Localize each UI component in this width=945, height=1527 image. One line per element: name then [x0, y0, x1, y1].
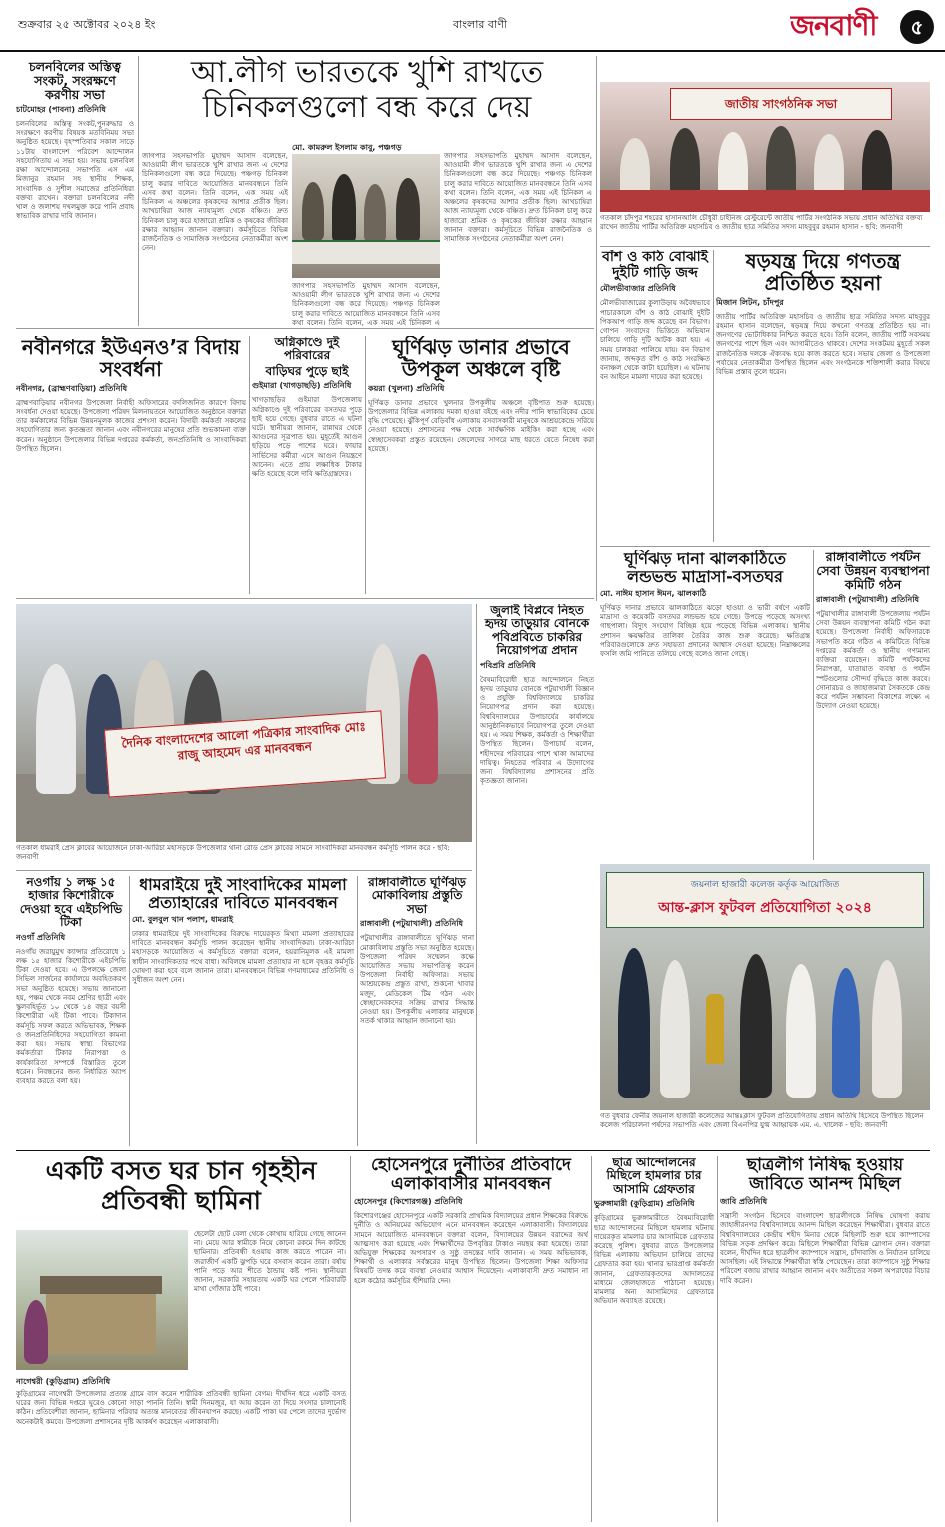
article-dhamrai: [132, 876, 354, 1146]
byline: কয়রা (খুলনা) প্রতিনিধি: [368, 383, 445, 393]
section-name: বাংলার বাণী: [452, 18, 508, 31]
guest-figure: [740, 954, 772, 1098]
article-chalan: [16, 60, 134, 320]
article-body: ঘূর্ণিঝড় ডানার প্রভাবে খুলনার উপকূলীয় অঞ্চলে বৃষ্টিপাত শুরু হয়েছে। উপজেলার বিভিন্ন এলাকায় দমকা হাওয়া বইছে এবং নদীর পানি স্বাভাবিকের চেয়ে বৃদ্ধি পেয়েছে। ঝুঁকিপূর্ণ বেড়িবাঁধ এলাকায় বসবাসকারী মানুষকে আশ্রয়কেন্দ্রে সরিয়ে নেওয়া হয়েছে। প্রশাসনের পক্ষ থেকে সার্বক্ষণিক মাইকিং করা হচ্ছে এবং স্বেচ্ছাসেবকরা প্রস্তুত রয়েছেন। জেলেদের সাগরে মাছ ধরতে যেতে নিষেধ করা হয়েছে।: [368, 398, 594, 453]
crowd-figure: [364, 184, 386, 244]
meeting-photo: [600, 82, 930, 212]
byline: হোসেনপুর (কিশোরগঞ্জ) প্রতিনিধি: [354, 1197, 463, 1207]
article-body-continued: জাগপার সহসভাপতি মুহাম্মদ আসাদ বলেছেন, আওয়ামী লীগ ভারতকে খুশি রাখার জন্য এ দেশের চিনিকলগুলো বন্ধ করে দিয়েছে। পঞ্চগড় চিনিকল চালু করার দাবিতে আয়োজিত মানববন্ধনে তিনি এসব কথা বলেন। তিনি বলেন, এক সময় এই চিনিকল এ: [292, 282, 440, 326]
byline: মো. কামরুল ইসলাম কাবু, পঞ্চগড়: [292, 143, 402, 152]
column-rule: [357, 876, 358, 1146]
column-rule: [476, 604, 477, 1144]
hut-photo: [16, 1230, 188, 1370]
section-rule: [16, 328, 594, 329]
photo-caption: গত বুধবার ফেনীর জয়নাল হাজারী কলেজের আন্তঃক্লাস ফুটবল প্রতিযোগিতায় প্রধান অতিথি হিসেবে উপস্থিত ছিলেন কলেজ পরিচালনা পর্ষদের সভাপতি এবং জেলা বিএনপির যুগ্ম আহ্বায়ক এম. এ. খালেক - ছবি: জনবাণী: [600, 1112, 924, 1130]
crowd-figure: [332, 174, 356, 244]
column-rule: [713, 250, 714, 542]
headline: বাঁশ ও কাঠ বোঝাই দুইটি গাড়ি জব্দ: [602, 250, 708, 281]
byline: নবীনগর, (ব্রাহ্মণবাড়িয়া) প্রতিনিধি: [16, 383, 128, 393]
guest-figure: [618, 948, 650, 1098]
logo-text: জনবাণী: [790, 9, 877, 42]
headline: জুলাই বিপ্লবে নিহত হৃদয় তাড়ুয়ার বোনকে পবিপ্রবিতে চাকরির নিয়োগপত্র প্রদান: [484, 604, 590, 658]
player-figure: [832, 968, 860, 1098]
section-rule: [16, 598, 594, 599]
section-rule: [16, 1150, 930, 1151]
article-jabi: [720, 1156, 930, 1522]
headline: ছাত্রলীগ নিষিদ্ধ হওয়ায় জাবিতে আনন্দ মিছিল: [746, 1156, 904, 1195]
event-banner: [606, 872, 924, 928]
byline: নওগাঁ প্রতিনিধি: [16, 932, 66, 942]
byline: রাঙ্গাবালী (পটুয়াখালী) প্রতিনিধি: [360, 919, 463, 929]
article-rangabali-cyclone: [360, 876, 474, 1146]
column-rule: [365, 336, 366, 594]
stage-banner-text: জাতীয় সাংগঠনিক সভা: [724, 97, 838, 111]
article-body: ব্রাহ্মণবাড়িয়ার নবীনগর উপজেলা নির্বাহী অফিসারের বদলিজনিত কারণে বিদায় সংবর্ধনা দেওয়া হয়েছে। উপজেলা পরিষদ মিলনায়তনে আয়োজিত অনুষ্ঠানে বক্তারা তার কর্মকালের বিভিন্ন উন্নয়নমূলক কাজের প্রশংসা করেন। বিদায়ী কর্মকর্তা সকলের সহযোগিতার জন্য কৃতজ্ঞতা জানান এবং নবীনগরের মানুষের প্রতি শুভকামনা ব্যক্ত করেন। অনুষ্ঠানে উপজেলার বিভিন্ন দপ্তরের কর্মকর্তা, জনপ্রতিনিধি ও সাংবাদিকরা উপস্থিত ছিলেন।: [16, 398, 246, 453]
headline: ঘূর্ণিঝড় দানা ঝালকাঠিতে লন্ডভন্ড মাদ্রাসা-বসতঘর: [623, 550, 787, 586]
article-body: পটুয়াখালীর রাঙ্গাবালীতে ঘূর্ণিঝড় দানা মোকাবিলায় প্রস্তুতি সভা অনুষ্ঠিত হয়েছে। উপজেলা পরিষদ সম্মেলন কক্ষে আয়োজিত সভায় সভাপতিত্ব করেন উপজেলা নির্বাহী অফিসার। সভায় আশ্রয়কেন্দ্র প্রস্তুত রাখা, শুকনো খাবার মজুদ, মেডিকেল টিম গঠন এবং স্বেচ্ছাসেবকদের সক্রিয় রাখার সিদ্ধান্ত নেওয়া হয়। উপকূলীয় এলাকার মানুষকে সতর্ক থাকার আহ্বান জানানো হয়।: [360, 934, 474, 1026]
section-rule: [16, 870, 472, 871]
page-number: ৫: [910, 15, 924, 39]
byline: পবিপ্রবি প্রতিনিধি: [480, 660, 536, 670]
guest-figure: [786, 964, 816, 1098]
article-body: পটুয়াখালীর রাঙ্গাবালী উপজেলায় পর্যটন সেবা উন্নয়ন ব্যবস্থাপনা কমিটি গঠন করা হয়েছে। উপজেলা নির্বাহী অফিসারকে সভাপতি করে গঠিত এ কমিটিতে বিভিন্ন দপ্তরের কর্মকর্তা ও স্থানীয় গণ্যমান্য ব্যক্তিরা রয়েছেন। কমিটি পর্যটকদের নিরাপত্তা, যাতায়াত ব্যবস্থা ও পর্যটন স্পটগুলোর সৌন্দর্য বৃদ্ধিতে কাজ করবে। সোনারচর ও জাহাজমারা সৈকতকে কেন্দ্র করে পর্যটন সম্ভাবনা বিকাশের লক্ষ্যে এ উদ্যোগ নেওয়া হয়েছে।: [816, 610, 930, 711]
article-body: খাগড়াছড়ির গুইমারা উপজেলায় অগ্নিকাণ্ডে দুই পরিবারের বসতঘর পুড়ে ছাই হয়ে গেছে। বুধবার রাতে এ ঘটনা ঘটে। স্থানীয়রা জানান, রান্নাঘর থেকে আগুনের সূত্রপাত হয়। মুহূর্তেই আগুন ছড়িয়ে পড়ে পাশের ঘরে। ফায়ার সার্ভিসের কর্মীরা এসে আগুন নিয়ন্ত্রণে আনেন। এতে প্রায় লক্ষাধিক টাকার ক্ষতি হয়েছে বলে দাবি ক্ষতিগ্রস্তদের।: [252, 396, 362, 479]
woman-figure: [24, 1300, 48, 1364]
headline: একটি বসত ঘর চান গৃহহীন প্রতিবন্ধী ছামিনা: [45, 1156, 317, 1215]
article-body: কুড়িগ্রামের ভুরুঙ্গামারীতে বৈষম্যবিরোধী ছাত্র আন্দোলনের মিছিলে হামলার ঘটনায় দায়েরকৃত মামলার চার আসামিকে গ্রেফতার করেছে পুলিশ। বুধবার রাতে উপজেলার বিভিন্ন এলাকায় অভিযান চালিয়ে তাদের গ্রেফতার করা হয়। থানার ভারপ্রাপ্ত কর্মকর্তা জানান, গ্রেফতারকৃতদের আদালতের মাধ্যমে জেলহাজতে পাঠানো হয়েছে। মামলার অন্য আসামিদের গ্রেফতারে অভিযান অব্যাহত রয়েছে।: [594, 1214, 714, 1306]
byline: জাবি প্রতিনিধি: [720, 1197, 768, 1207]
article-body-right: জাগপার সহসভাপতি মুহাম্মদ আসাদ বলেছেন, আওয়ামী লীগ ভারতকে খুশি রাখার জন্য এ দেশের চিনিকলগুলো বন্ধ করে দিয়েছে। পঞ্চগড় চিনিকল চালু করার দাবিতে আয়োজিত মানববন্ধনে তিনি এসব কথা বলেন। তিনি বলেন, এক সময় এই চিনিকল এ অঞ্চলের কৃষকদের আশার প্রতীক ছিল। আখচাষিরা আজ ন্যায্যমূল্য থেকে বঞ্চিত। দ্রুত চিনিকল চালু করে হাজারো শ্রমিক ও কৃষকের জীবিকা রক্ষার আহ্বান জানান বক্তারা। কর্মসূচিতে বিভিন্ন রাজনৈতিক ও সামাজিক সংগঠনের নেতাকর্মীরা অংশ নেন।: [444, 152, 592, 244]
trophy: [706, 994, 724, 1064]
article-farewell: [16, 336, 246, 594]
headline: ধামরাইয়ে দুই সাংবাদিকের মামলা প্রত্যাহারের দাবিতে মানববন্ধন: [139, 876, 347, 912]
page-number-badge: [900, 10, 934, 44]
column-rule: [129, 876, 130, 1146]
headline: ছাত্র আন্দোলনের মিছিলে হামলার চার আসামি গ্রেফতার: [606, 1156, 702, 1196]
article-fire: [252, 336, 362, 594]
headline: চলনবিলের অস্তিত্ব সংকট, সংরক্ষণে করণীয় সভা: [29, 60, 121, 102]
headline-bottom: বাড়িঘর পুড়ে ছাই: [265, 363, 349, 378]
participant-figure: [36, 664, 76, 794]
masthead-rule: [0, 50, 945, 52]
hut-roof: [40, 1276, 162, 1294]
stage-banner: [670, 88, 892, 120]
byline: মৌলভীবাজার প্রতিনিধি: [600, 284, 676, 294]
byline: মিজান লিটন, চাঁদপুর: [716, 297, 784, 307]
crowd-figure: [302, 182, 324, 242]
article-cyclone-coast: [368, 336, 594, 594]
byline: মো. বুলবুল খান পলাশ, ধামরাই: [132, 914, 233, 924]
article-body: বৈষম্যবিরোধী ছাত্র আন্দোলনে নিহত হৃদয় তাড়ুয়ার বোনকে পটুয়াখালী বিজ্ঞান ও প্রযুক্তি বিশ্ববিদ্যালয়ে চাকরির নিয়োগপত্র প্রদান করা হয়েছে। বিশ্ববিদ্যালয়ের উপাচার্যের কার্যালয়ে আনুষ্ঠানিকভাবে নিয়োগপত্র তুলে দেওয়া হয়। এ সময় শিক্ষক, কর্মকর্তা ও শিক্ষার্থীরা উপস্থিত ছিলেন। উপাচার্য বলেন, শহীদদের পরিবারের পাশে থাকা আমাদের দায়িত্ব। নিহতের পরিবার এ উদ্যোগের জন্য বিশ্ববিদ্যালয় প্রশাসনের প্রতি কৃতজ্ঞতা জানান।: [480, 675, 594, 786]
human-chain-banner-text: দৈনিক বাংলাদেশের আলো পত্রিকার সাংবাদিক মোঃ রাজু আহমেদ এর মানববন্ধন: [121, 719, 367, 763]
article-body: ঢাকার ধামরাইয়ে দুই সাংবাদিকের বিরুদ্ধে দায়েরকৃত মিথ্যা মামলা প্রত্যাহারের দাবিতে মানববন্ধন কর্মসূচি পালন করেছেন স্থানীয় সাংবাদিকরা। ঢাকা-আরিচা মহাসড়কে আয়োজিত এ কর্মসূচিতে বক্তারা বলেন, হয়রানিমূলক এই মামলা স্বাধীন সাংবাদিকতার পথে বাধা। অবিলম্বে মামলা প্রত্যাহার না হলে বৃহত্তর কর্মসূচি ঘোষণা করা হবে বলে জানান তারা। মানববন্ধনে বিভিন্ন গণমাধ্যমের প্রতিনিধি ও সুধীজন অংশ নেন।: [132, 929, 354, 984]
column-rule: [138, 56, 139, 326]
article-conspiracy: [716, 250, 930, 542]
headline-top: অগ্নিকাণ্ডে দুই পরিবারের: [274, 336, 340, 363]
article-body: ঘূর্ণিঝড় দানার প্রভাবে ঝালকাঠিতে ঝড়ো হাওয়া ও ভারী বর্ষণে একটি মাদ্রাসা ও কয়েকটি বসতঘর লন্ডভন্ড হয়ে গেছে। উপড়ে পড়েছে অসংখ্য গাছপালা। বিদ্যুৎ সংযোগ বিচ্ছিন্ন হয়ে পড়েছে বিভিন্ন এলাকায়। স্থানীয় প্রশাসন ক্ষয়ক্ষতির তালিকা তৈরির কাজ শুরু করেছে। ক্ষতিগ্রস্ত পরিবারগুলোকে দ্রুত সহায়তা প্রদানের আশ্বাস দেওয়া হয়েছে। নিম্নাঞ্চলের ফসলি জমি পানিতে তলিয়ে গেছে বলেও জানা গেছে।: [600, 603, 810, 658]
byline: মো. নাঈম হাসান ঈমন, ঝালকাঠি: [600, 588, 707, 598]
article-body: জাগপার সহসভাপতি মুহাম্মদ আসাদ বলেছেন, আওয়ামী লীগ ভারতকে খুশি রাখার জন্য এ দেশের চিনিকলগুলো বন্ধ করে দিয়েছে। পঞ্চগড় চিনিকল চালু করার দাবিতে আয়োজিত মানববন্ধনে তিনি এসব কথা বলেন। তিনি বলেন, এক সময় এই চিনিকল এ অঞ্চলের কৃষকদের আশার প্রতীক ছিল। আখচাষিরা আজ ন্যায্যমূল্য থেকে বঞ্চিত। দ্রুত চিনিকল চালু করে হাজারো শ্রমিক ও কৃষকের জীবিকা রক্ষার আহ্বান জানান বক্তারা। কর্মসূচিতে বিভিন্ন রাজনৈতিক ও সামাজিক সংগঠনের নেতাকর্মীরা অংশ নেন।: [142, 152, 288, 253]
article-bamboo: [600, 250, 710, 542]
headline: রাঙ্গাবালীতে পর্যটন সেবা উন্নয়ন ব্যবস্থাপনা কমিটি গঠন: [816, 550, 930, 592]
crowd-figure: [396, 178, 420, 244]
article-july: [480, 604, 594, 1144]
headline: নবীনগরে ইউএনও’র বিদায় সংবর্ধনা: [21, 336, 241, 382]
byline: নাগেশ্বরী (কুড়িগ্রাম) প্রতিনিধি: [16, 1377, 111, 1386]
masthead: [0, 0, 945, 52]
article-hpv: [16, 876, 126, 1146]
section-rule: [600, 546, 930, 547]
stage-table: [600, 190, 930, 212]
main-headline: আ.লীগ ভারতকে খুশি রাখতে চিনিকলগুলো বন্ধ করে দেয়: [190, 56, 544, 125]
human-chain-photo: [16, 604, 472, 842]
byline: চাটমোহর (পাবনা) প্রতিনিধি: [16, 105, 106, 114]
column-rule: [249, 336, 250, 594]
article-body: কিশোরগঞ্জের হোসেনপুরে একটি সরকারি প্রাথমিক বিদ্যালয়ের প্রধান শিক্ষকের বিরুদ্ধে দুর্নীতি ও অনিয়মের অভিযোগ এনে মানববন্ধন করেছেন এলাকাবাসী। বিদ্যালয়ের সামনে আয়োজিত মানববন্ধনে বক্তারা বলেন, বিদ্যালয়ের উন্নয়ন বরাদ্দের অর্থ আত্মসাৎ করা হয়েছে এবং শিক্ষার্থীদের উপবৃত্তির টাকাও নয়ছয় করা হয়েছে। তারা অভিযুক্ত শিক্ষকের অপসারণ ও সুষ্ঠু তদন্তের দাবি জানান। এ সময় অভিভাবক, শিক্ষার্থী ও এলাকার সর্বস্তরের মানুষ উপস্থিত ছিলেন। উপজেলা শিক্ষা অফিসার বিষয়টি তদন্ত করে ব্যবস্থা নেওয়ার আশ্বাস দিয়েছেন। এলাকাবাসী দ্রুত সমাধান না হলে কঠোর কর্মসূচির হুঁশিয়ারি দেন।: [354, 1212, 588, 1285]
headline: রাঙ্গাবালীতে ঘূর্ণিঝড় মোকাবিলায় প্রস্তুতি সভা: [368, 876, 466, 916]
photo-caption: গতকাল চাঁদপুর শহরের হাসানআলি চৌধুরী চাইনিজ রেস্টুরেন্টে জাতীয় পার্টির সংগঠনিক সভায় প্রধান অতিথির বক্তব্য রাখেন জাতীয় পার্টির অতিরিক্ত মহাসচিব ও জাতীয় ছাত্র সমিতির সদস্য মাহবুবুর রহমান হাসান - ছবি: জনবাণী: [600, 214, 923, 232]
column-rule: [591, 1156, 592, 1522]
byline: ভুরুঙ্গামারী (কুড়িগ্রাম) প্রতিনিধি: [594, 1199, 695, 1209]
protest-banner: [292, 240, 440, 264]
article-body: জাতীয় পার্টির অতিরিক্ত মহাসচিব ও জাতীয় ছাত্র সমিতির সদস্য মাহবুবুর রহমান হাসান বলেছেন, ষড়যন্ত্র দিয়ে কখনো গণতন্ত্র প্রতিষ্ঠিত হয় না। জনগণের ভোটাধিকার নিশ্চিত করতে হবে। তিনি বলেন, জাতীয় পার্টি সবসময় জনগণের পাশে ছিল এবং আগামীতেও থাকবে। দেশের সংকটময় মুহূর্তে সকল রাজনৈতিক দলকে ঐক্যবদ্ধ হয়ে কাজ করতে হবে। সভায় জেলা ও উপজেলা পর্যায়ের নেতাকর্মীরা উপস্থিত ছিলেন এবং সংগঠনকে শক্তিশালী করার বিষয়ে বিভিন্ন প্রস্তাব তুলে ধরেন।: [716, 312, 930, 377]
article-body: নওগাঁয় জরায়ুমুখ ক্যান্সার প্রতিরোধে ১ লক্ষ ১৫ হাজার কিশোরীকে এইচপিভি টিকা দেওয়া হবে। এ উপলক্ষে জেলা সিভিল সার্জনের কার্যালয়ে অবহিতকরণ সভা অনুষ্ঠিত হয়েছে। সভায় জানানো হয়, পঞ্চম থেকে নবম শ্রেণির ছাত্রী এবং স্কুলবহির্ভূত ১০ থেকে ১৪ বছর বয়সী কিশোরীরা এই টিকা পাবে। টিকাদান কর্মসূচি সফল করতে অভিভাবক, শিক্ষক ও জনপ্রতিনিধিদের সহযোগিতা কামনা করা হয়। সভায় স্বাস্থ্য বিভাগের কর্মকর্তারা টিকার নিরাপত্তা ও কার্যকারিতা সম্পর্কে বিস্তারিত তুলে ধরেন। নিবন্ধনের জন্য নির্ধারিত অ্যাপ ব্যবহার করতে বলা হয়।: [16, 947, 126, 1086]
article-hossenpur: [354, 1156, 588, 1522]
headline: ষড়যন্ত্র দিয়ে গণতন্ত্র প্রতিষ্ঠিত হয়না: [745, 250, 901, 296]
byline: রাঙ্গাবালী (পটুয়াখালী) প্রতিনিধি: [816, 595, 919, 604]
event-banner-top: জয়নাল হাজারী কলেজ কর্তৃক আয়োজিত: [690, 880, 840, 890]
article-main: [142, 56, 592, 326]
football-photo: [600, 864, 930, 1110]
photo-caption: গতকাল ধামরাই প্রেস ক্লাবের আয়োজনে ঢাকা-আরিচা মহাসড়কে উপজেলার থানা রোড প্রেস ক্লাবের সামনে সাংবাদিকরা মানববন্ধন কর্মসূচি পালন করে - ছবি: জনবাণী: [16, 844, 450, 862]
article-jhalokathi: [600, 550, 810, 860]
rally-photo: [292, 154, 440, 278]
article-body: চলনবিলের অস্তিত্ব সংকট,পুনরুদ্ধার ও সংরক্ষণে করণীয় বিষয়ক মতবিনিময় সভা অনুষ্ঠিত হয়েছে। বৃহস্পতিবার সকাল সাড়ে ১১টায় বাংলাদেশ পরিবেশ আন্দোলন সহযোগিতায় এ সভা হয়। সভায় চলনবিল রক্ষা আন্দোলনের সভাপতি এস এম মিজানুর রহমান সহ স্থানীয় শিক্ষক, সাংবাদিক ও সুশীল সমাজের প্রতিনিধিরা বক্তব্য রাখেন। বক্তারা চলনবিলের নদী খাল ও জলাশয় দখলমুক্ত করে পানি প্রবাহ স্বাভাবিক রাখার দাবি জানান।: [16, 120, 134, 221]
column-rule: [350, 1156, 351, 1522]
column-rule: [717, 1156, 718, 1522]
event-banner-title: আন্ত-ক্লাস ফুটবল প্রতিযোগিতা ২০২৪: [658, 900, 872, 916]
article-body: সন্ত্রাসী সংগঠন হিসেবে বাংলাদেশ ছাত্রলীগকে নিষিদ্ধ ঘোষণা করায় জাহাঙ্গীরনগর বিশ্ববিদ্যালয়ে আনন্দ মিছিল করেছেন শিক্ষার্থীরা। বুধবার রাতে বিশ্ববিদ্যালয়ের কেন্দ্রীয় শহীদ মিনার থেকে মিছিলটি শুরু হয়ে ক্যাম্পাসের বিভিন্ন সড়ক প্রদক্ষিণ করে। মিছিলে শিক্ষার্থীরা বিভিন্ন স্লোগান দেন। বক্তারা বলেন, দীর্ঘদিন ধরে ছাত্রলীগ ক্যাম্পাসে সন্ত্রাস, চাঁদাবাজি ও নির্যাতন চালিয়ে আসছিল। এই সিদ্ধান্তে শিক্ষার্থীরা স্বস্তি পেয়েছেন। তারা ক্যাম্পাসে সুষ্ঠু শিক্ষার পরিবেশ বজায় রাখার আহ্বান জানান এবং অতীতের সকল অপরাধের বিচার দাবি করেন।: [720, 1212, 930, 1285]
guest-figure: [660, 960, 690, 1098]
headline: ঘূর্ণিঝড় ডানার প্রভাবে উপকূল অঞ্চলে বৃষ্টি: [392, 336, 570, 382]
article-tourism: [816, 550, 930, 860]
player-figure: [872, 960, 902, 1098]
headline: নওগাঁয় ১ লক্ষ ১৫ হাজার কিশোরীকে দেওয়া হবে এইচপিভি টিকা: [19, 876, 123, 930]
publication-logo: [790, 4, 900, 48]
article-body: কুড়িগ্রামের নাগেশ্বরী উপজেলার প্রত্যন্ত গ্রামে বাস করেন শারীরিক প্রতিবন্ধী ছামিনা বেগম। দীর্ঘদিন ধরে একটি বসত ঘরের জন্য বিভিন্ন দপ্তরে ঘুরেও কোনো সাড়া পাননি তিনি। স্বামী দিনমজুর, যা আয় করেন তা দিয়ে সংসার চালানোই কঠিন। প্রতিবেশীরা জানান, ছামিনার পরিবার অত্যন্ত মানবেতর জীবনযাপন করছে। একটি পাকা ঘর পেলে তাদের দুর্ভোগ অনেকটাই কমবে। উপজেলা প্রশাসনের দৃষ্টি আকর্ষণ করেছেন এলাকাবাসী।: [16, 1390, 346, 1426]
article-disabled: [16, 1156, 346, 1522]
participant-figure: [408, 654, 438, 784]
byline: গুইমারা (খাগড়াছড়ি) প্রতিনিধি: [252, 381, 352, 391]
hut-structure: [46, 1290, 156, 1354]
column-rule: [813, 550, 814, 860]
headline: হোসেনপুরে দুর্নীতির প্রতিবাদে এলাকাবাসীর মানববন্ধন: [371, 1156, 571, 1195]
article-body-right: ছেলেটা ছোট বেলা থেকে কোথায় হারিয়ে গেছে জানেন না। মেয়ে আর স্বামীকে নিয়ে কোনো রকমে দিন কাটছে ছামিনার। প্রতিবন্ধী হওয়ায় কাজ করতে পারেন না। জরাজীর্ণ একটি ঝুপড়ি ঘরে বসবাস করেন তারা। বর্ষায় পানি পড়ে আর শীতে ঠান্ডায় কষ্ট পান। স্থানীয়রা জানান, সরকারি সহায়তায় একটি ঘর পেলে পরিবারটি মাথা গোঁজার ঠাঁই পাবে।: [194, 1230, 346, 1294]
column-rule: [596, 56, 597, 601]
section-rule: [600, 246, 930, 247]
issue-date: শুক্রবার ২৫ অক্টোবর ২০২৪ ইং: [18, 18, 156, 31]
article-attack: [594, 1156, 714, 1522]
article-body: মৌলভীবাজারের কুলাউড়ায় অবৈধভাবে পাচারকালে বাঁশ ও কাঠ বোঝাই দুইটি পিকআপ গাড়ি জব্দ করেছে বন বিভাগ। গোপন সংবাদের ভিত্তিতে অভিযান চালিয়ে গাড়ি দুটি আটক করা হয়। এ সময় চালকরা পালিয়ে যায়। বন বিভাগ জানায়, জব্দকৃত বাঁশ ও কাঠ সংরক্ষিত বনাঞ্চল থেকে কাটা হয়েছিল। এ ঘটনায় বন আইনে মামলা দায়ের করা হয়েছে।: [600, 299, 710, 382]
